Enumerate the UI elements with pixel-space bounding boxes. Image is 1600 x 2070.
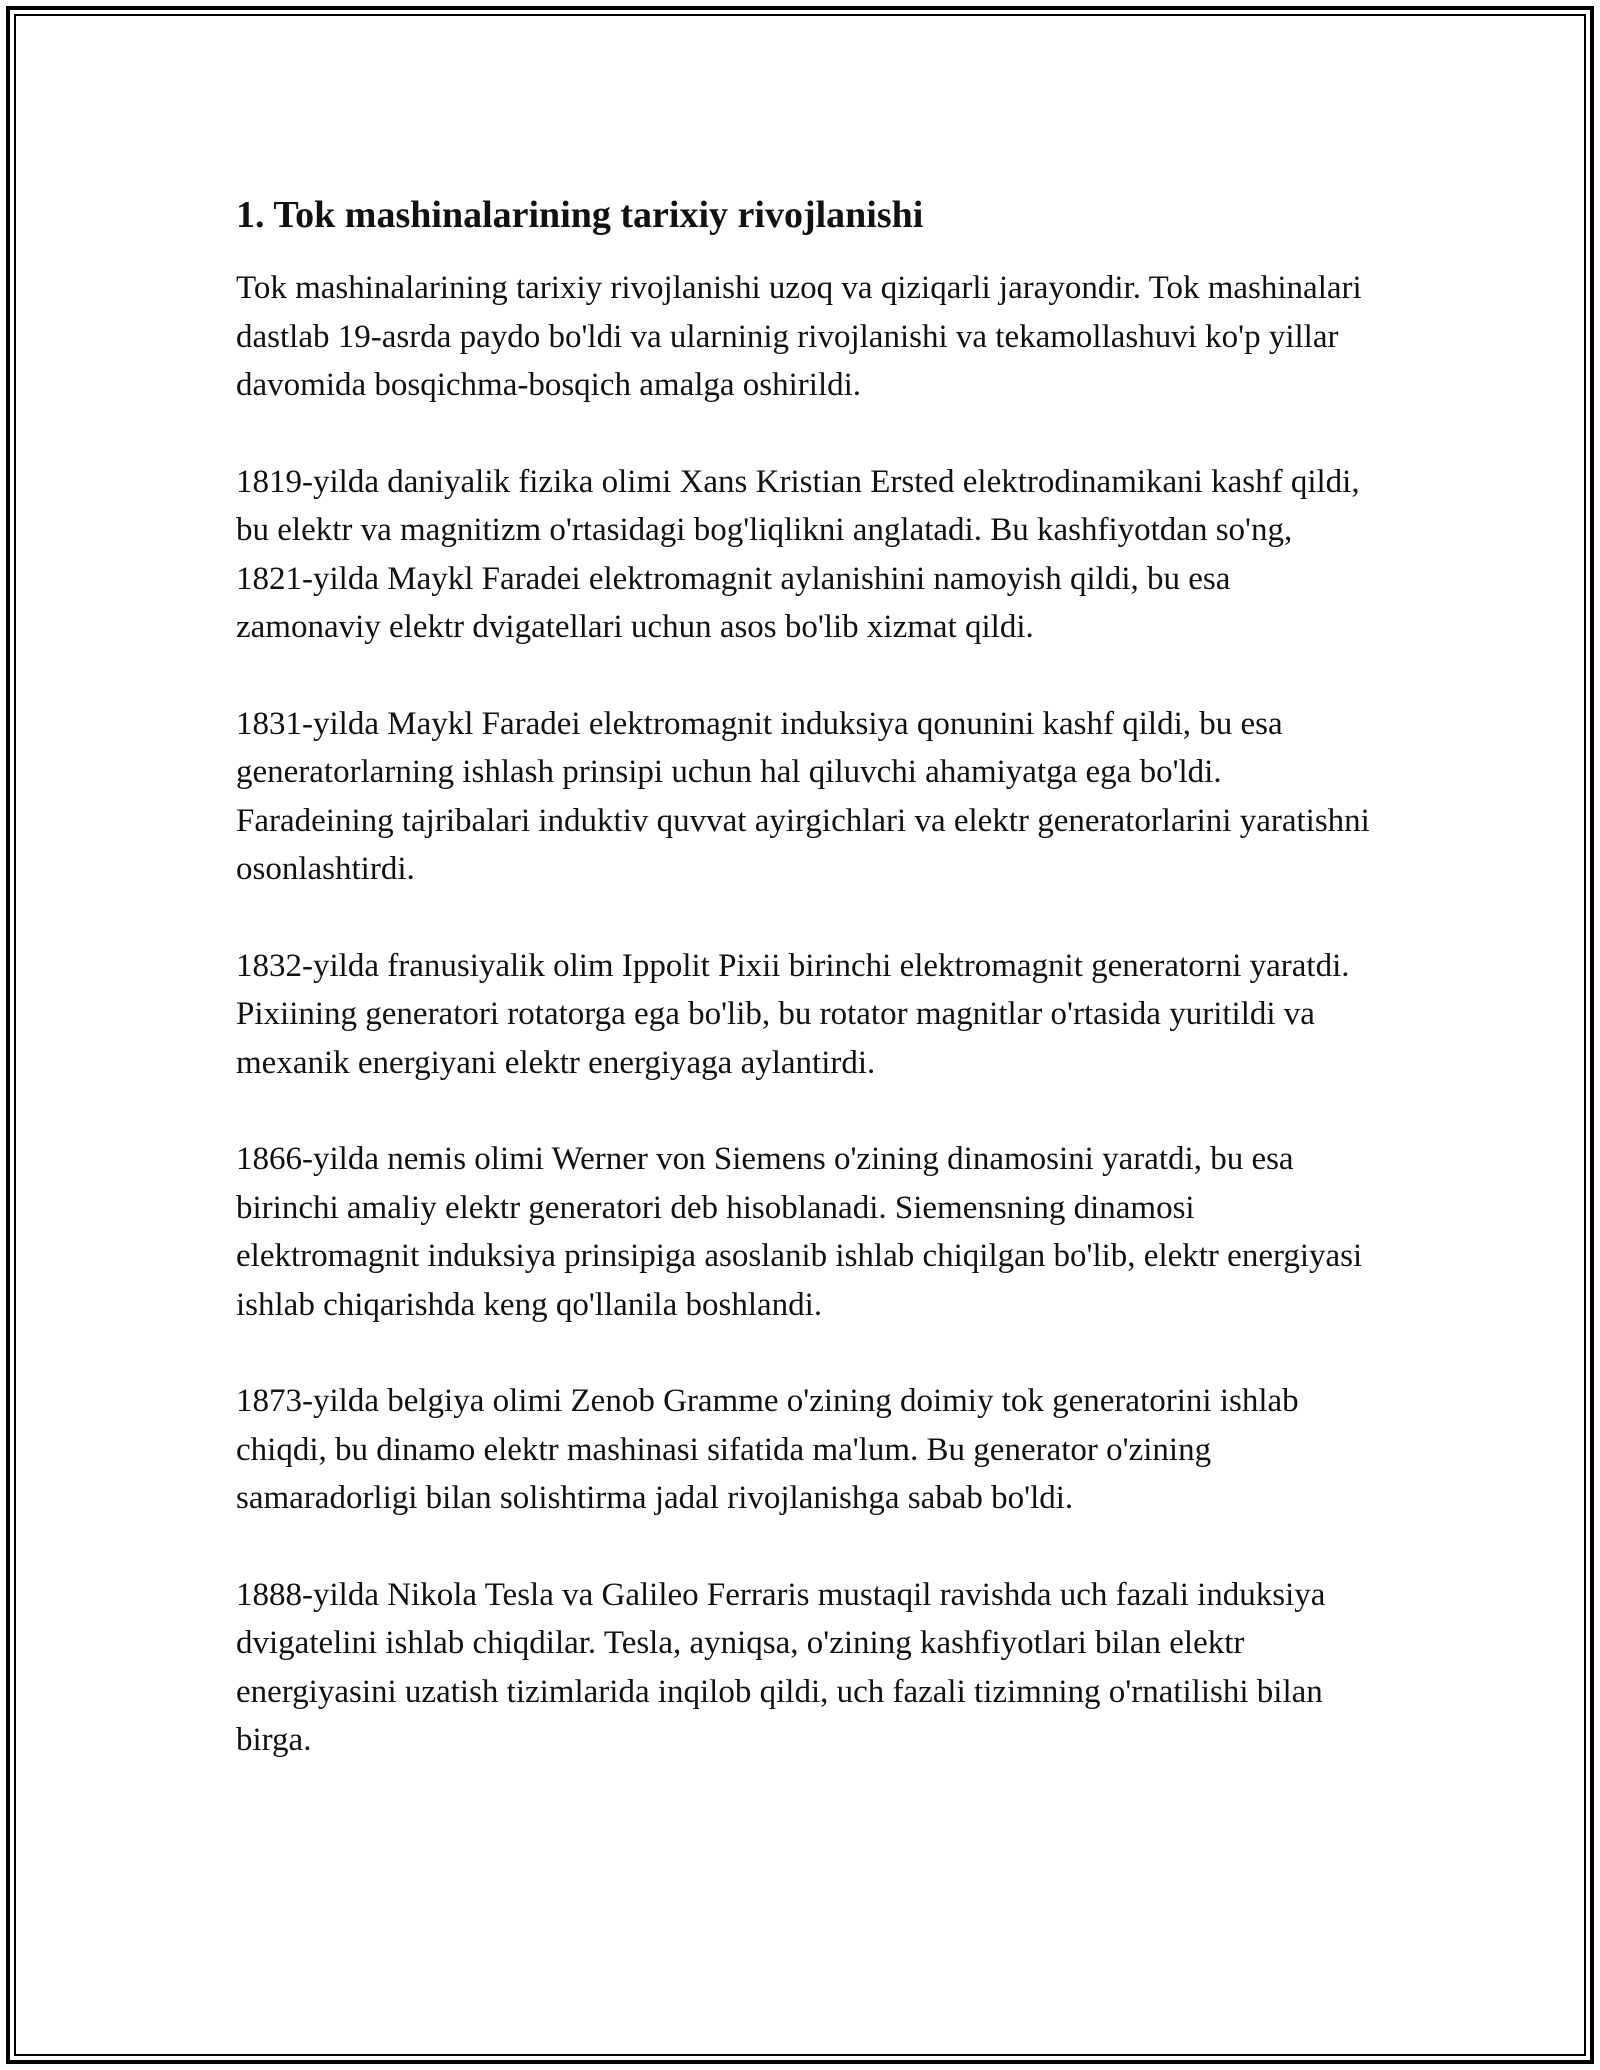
paragraph-1866: 1866-yilda nemis olimi Werner von Siemens o'zining dinamosini yaratdi, bu esa birinchi amaliy elektr generatori deb hisoblanadi. Siemensning dinamosi elektromagnit induksiya prinsipiga asoslanib ishlab chiqilgan bo'lib, elektr energiyasi ishlab chiqarishda keng qo'llanila boshlandi. <box>236 1141 1363 1323</box>
paragraph-1831: 1831-yilda Maykl Faradei elektromagnit induksiya qonunini kashf qildi, bu esa generatorlarning ishlash prinsipi uchun hal qiluvchi ahamiyatga ega bo'ldi. Faradeining tajribalari induktiv quvvat ayirgichlari va elektr generatorlarini yaratishni osonlashtirdi. <box>236 705 1370 887</box>
paragraph-1832: 1832-yilda franusiyalik olim Ippolit Pixii birinchi elektromagnit generatorni yaratdi. Pixiining generatori rotatorga ega bo'lib, bu rotator magnitlar o'rtasida yuritildi va mexanik energiyani elektr energiyaga aylantirdi. <box>236 947 1350 1081</box>
paragraph-1888: 1888-yilda Nikola Tesla va Galileo Ferraris mustaqil ravishda uch fazali induksiya dvigatelini ishlab chiqdilar. Tesla, ayniqsa, o'zining kashfiyotlari bilan elektr energiyasini uzatish tizimlarida inqilob qildi, uch fazali tizimning o'rnatilishi bilan birga. <box>236 1576 1326 1758</box>
paragraph-1873: 1873-yilda belgiya olimi Zenob Gramme o'zining doimiy tok generatorini ishlab chiqdi, bu dinamo elektr mashinasi sifatida ma'lum. Bu generator o'zining samaradorligi bilan solishtirma jadal rivojlanishga sabab bo'ldi. <box>236 1383 1299 1516</box>
paragraph-intro: Tok mashinalarining tarixiy rivojlanishi uzoq va qiziqarli jarayondir. Tok mashinalari dastlab 19-asrda paydo bo'ldi va ularninig rivojlanishi va tekamollashuvi ko'p yillar davomida bosqichma-bosqich amalga oshirildi. <box>236 270 1362 403</box>
document-body <box>236 188 1376 1813</box>
section-heading: 1. Tok mashinalarining tarixiy rivojlanishi <box>236 194 924 236</box>
paragraph-1819: 1819-yilda daniyalik fizika olimi Xans Kristian Ersted elektrodinamikani kashf qildi, bu elektr va magnitizm o'rtasidagi bog'liqlikni anglatadi. Bu kashfiyotdan so'ng, 1821-yilda Maykl Faradei elektromagnit aylanishini namoyish qildi, bu esa zamonaviy elektr dvigatellari uchun asos bo'lib xizmat qildi. <box>236 463 1360 645</box>
